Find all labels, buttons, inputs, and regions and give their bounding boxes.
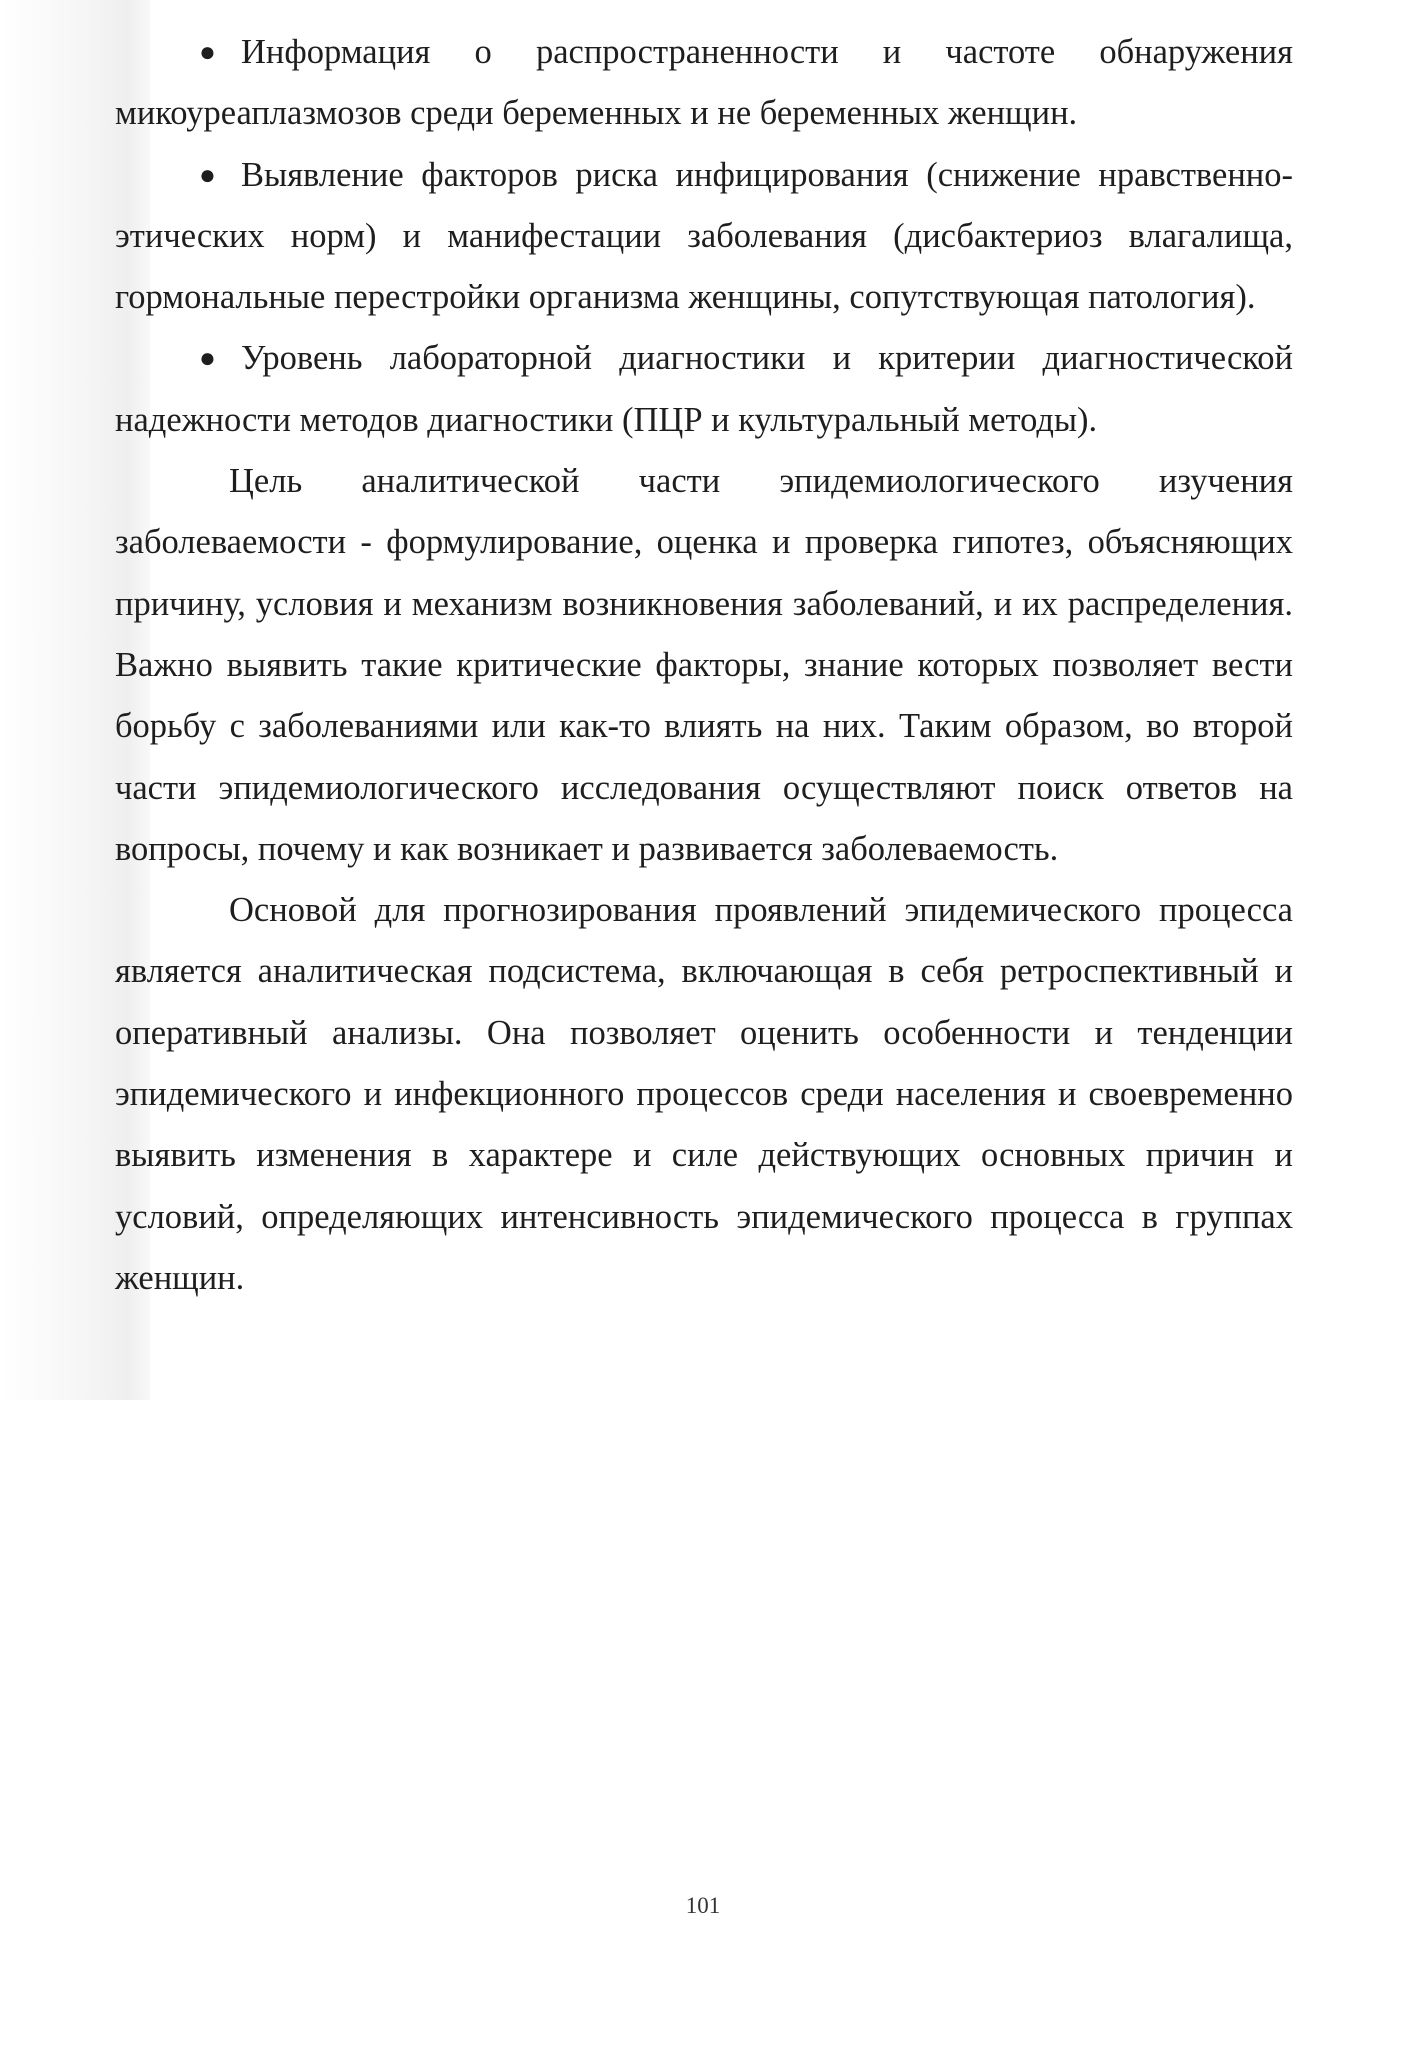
page-body [115,22,1293,1309]
page-number: 101 [685,1893,721,1918]
bullet-text: Уровень лабораторной диагностики и критерии диагностической надежности методов диагностики (ПЦР и культуральный методы). [115,339,1293,439]
bullet-item [115,22,1293,145]
bullet-icon: ● [199,159,216,191]
paragraph-analytic-goal: Цель аналитической части эпидемиологического изучения заболеваемости - формулирование, оценка и проверка гипотез, объясняющих причину, условия и механизм возникновения заболеваний, и их распределения. Важно выявить такие критические факторы, знание которых позволяет вести борьбу с заболеваниями или как-то влиять на них. Таким образом, во второй части эпидемиологического исследования осуществляют поиск ответов на вопросы, почему и как возникает и развивается заболеваемость. [115,462,1293,868]
paragraph-forecasting: Основой для прогнозирования проявлений эпидемического процесса является аналитическая подсистема, включающая в себя ретроспективный и оперативный анализы. Она позволяет оценить особенности и тенденции эпидемического и инфекционного процессов среди населения и своевременно выявить изменения в характере и силе действующих основных причин и условий, определяющих интенсивность эпидемического процесса в группах женщин. [115,891,1293,1297]
bullet-item [115,145,1293,329]
bullet-text: Информация о распространенности и частоте обнаружения микоуреаплазмозов среди беременных и не беременных женщин. [115,33,1293,133]
bullet-icon: ● [199,37,216,68]
bullet-item [115,328,1293,451]
bullet-text: Выявление факторов риска инфицирования (снижение нравственно-этических норм) и манифестации заболевания (дисбактериоз влагалища, гормональные перестройки организма женщины, сопутствующая патология). [115,155,1293,317]
bullet-icon: ● [199,343,216,375]
